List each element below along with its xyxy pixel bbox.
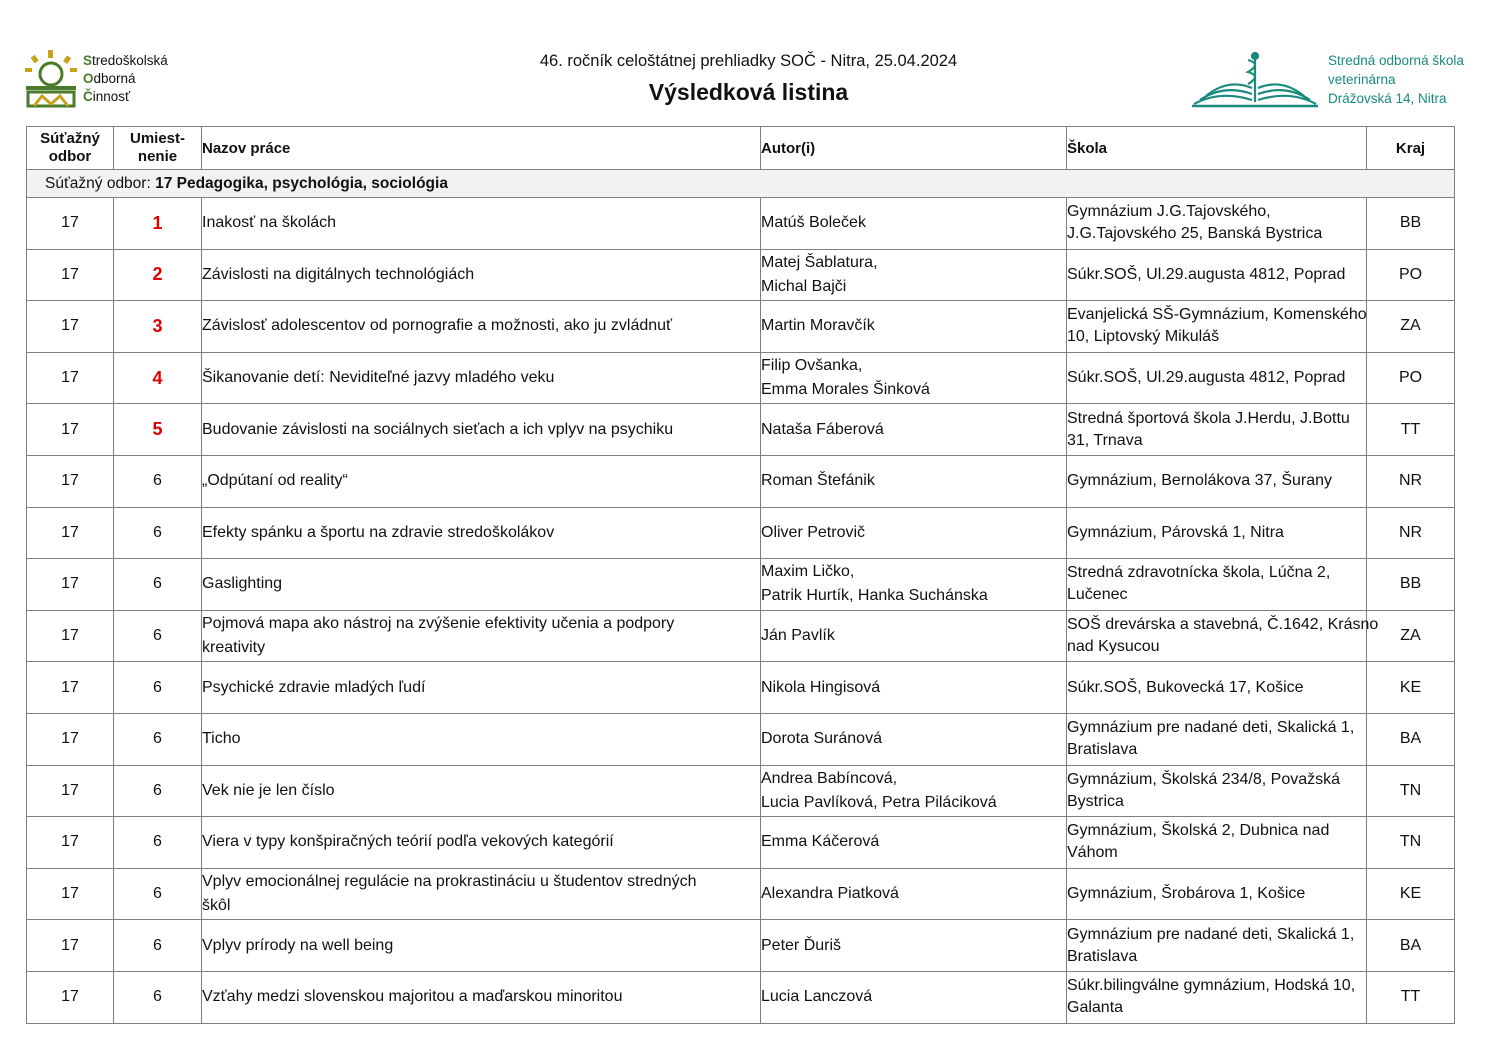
cell-umiestnenie: 4: [114, 352, 202, 404]
cell-autor-line: Emma Káčerová: [761, 833, 880, 851]
cell-odbor: 17: [27, 713, 114, 765]
cell-kraj: BA: [1367, 920, 1455, 972]
cell-skola-line: Gymnázium pre nadané deti, Skalická 1,: [1067, 719, 1355, 737]
cell-nazov: [202, 249, 761, 301]
cell-skola-line: Súkr.bilingválne gymnázium, Hodská 10,: [1067, 977, 1356, 995]
cell-skola-line: SOŠ drevárska a stavebná, Č.1642, Krásno: [1067, 616, 1379, 634]
cell-nazov-line: škôl: [202, 897, 231, 915]
cell-skola: [1067, 455, 1367, 507]
cell-skola-line: Gymnázium, Párovská 1, Nitra: [1067, 523, 1284, 541]
cell-skola-line: Váhom: [1067, 844, 1118, 862]
table-row: [27, 507, 1455, 559]
soc-logo-icon: [24, 50, 78, 108]
soc-logo-text: [83, 52, 168, 106]
cell-kraj: TN: [1367, 765, 1455, 817]
table-row: [27, 713, 1455, 765]
cell-autor-line: Matúš Boleček: [761, 214, 866, 232]
cell-nazov-line: Vplyv emocionálnej regulácie na prokrastináciu u študentov stredných: [202, 873, 697, 891]
veterinary-school-logo-icon: [1190, 50, 1320, 110]
cell-autor-line: Nataša Fáberová: [761, 420, 884, 438]
cell-umiestnenie: 6: [114, 662, 202, 714]
cell-autor-line: Dorota Suránová: [761, 730, 882, 748]
cell-odbor: 17: [27, 559, 114, 611]
cell-nazov: [202, 765, 761, 817]
cell-autor: [761, 455, 1067, 507]
table-row: [27, 765, 1455, 817]
table-row: [27, 352, 1455, 404]
cell-umiestnenie: 6: [114, 920, 202, 972]
cell-autor-line: Ján Pavlík: [761, 627, 835, 645]
table-row: [27, 249, 1455, 301]
cell-kraj: PO: [1367, 249, 1455, 301]
cell-odbor: 17: [27, 920, 114, 972]
cell-skola-line: Gymnázium, Školská 234/8, Považská: [1067, 770, 1341, 788]
cell-skola-line: Gymnázium, Šrobárova 1, Košice: [1067, 885, 1306, 903]
cell-nazov: [202, 455, 761, 507]
cell-skola-line: Gymnázium pre nadané deti, Skalická 1,: [1067, 925, 1355, 943]
cell-odbor: 17: [27, 971, 114, 1023]
cell-autor-line: Nikola Hingisová: [761, 678, 881, 696]
column-header-odbor: Súťažný odbor: [27, 127, 114, 170]
cell-nazov-line: Efekty spánku a športu na zdravie stredoškolákov: [202, 523, 555, 541]
cell-nazov: [202, 662, 761, 714]
cell-nazov-line: „Odpútaní od reality“: [202, 472, 348, 490]
cell-autor: [761, 765, 1067, 817]
cell-odbor: 17: [27, 507, 114, 559]
soc-logo-line: Odborná: [83, 71, 136, 86]
cell-odbor: 17: [27, 455, 114, 507]
cell-odbor: 17: [27, 662, 114, 714]
table-row: [27, 198, 1455, 250]
cell-nazov: [202, 507, 761, 559]
cell-autor-line: Michal Bajči: [761, 277, 847, 295]
cell-kraj: ZA: [1367, 610, 1455, 662]
cell-skola-line: J.G.Tajovského 25, Banská Bystrica: [1067, 225, 1323, 243]
cell-skola: [1067, 404, 1367, 456]
section-row: [27, 170, 1455, 198]
cell-odbor: 17: [27, 198, 114, 250]
table-row: [27, 455, 1455, 507]
cell-autor: [761, 868, 1067, 920]
veterinary-school-logo: [1190, 50, 1480, 112]
cell-umiestnenie: 1: [114, 198, 202, 250]
cell-nazov: [202, 868, 761, 920]
cell-kraj: NR: [1367, 455, 1455, 507]
page-header: [0, 0, 1497, 125]
cell-skola-line: Stredná športová škola J.Herdu, J.Bottu: [1067, 409, 1350, 427]
cell-nazov-line: Budovanie závislosti na sociálnych sieťach a ich vplyv na psychiku: [202, 420, 674, 438]
cell-skola-line: Súkr.SOŠ, Ul.29.augusta 4812, Poprad: [1067, 265, 1346, 283]
table-row: [27, 301, 1455, 353]
cell-autor-line: Andrea Babíncová,: [761, 769, 898, 787]
cell-kraj: NR: [1367, 507, 1455, 559]
cell-kraj: KE: [1367, 868, 1455, 920]
cell-autor-line: Maxim Ličko,: [761, 563, 855, 581]
cell-autor: [761, 198, 1067, 250]
cell-skola-line: Galanta: [1067, 999, 1124, 1017]
table-row: [27, 868, 1455, 920]
cell-nazov: [202, 559, 761, 611]
cell-autor-line: Patrik Hurtík, Hanka Suchánska: [761, 587, 988, 605]
cell-nazov: [202, 971, 761, 1023]
cell-skola: [1067, 920, 1367, 972]
cell-kraj: TN: [1367, 817, 1455, 869]
cell-kraj: BA: [1367, 713, 1455, 765]
table-row: [27, 404, 1455, 456]
cell-odbor: 17: [27, 610, 114, 662]
cell-autor: [761, 404, 1067, 456]
table-row: [27, 817, 1455, 869]
cell-nazov: [202, 198, 761, 250]
cell-autor: [761, 971, 1067, 1023]
cell-odbor: 17: [27, 817, 114, 869]
column-header-nazov: Nazov práce: [202, 127, 761, 170]
cell-skola-line: Gymnázium J.G.Tajovského,: [1067, 203, 1271, 221]
cell-nazov-line: Psychické zdravie mladých ľudí: [202, 678, 426, 696]
event-subtitle: 46. ročník celoštátnej prehliadky SOČ - Nitra, 25.04.2024: [539, 52, 958, 70]
cell-umiestnenie: 6: [114, 971, 202, 1023]
cell-odbor: 17: [27, 352, 114, 404]
cell-autor-line: Lucia Lanczová: [761, 988, 873, 1006]
section-prefix: Súťažný odbor:: [45, 174, 156, 192]
cell-umiestnenie: 6: [114, 507, 202, 559]
cell-autor-line: Lucia Pavlíková, Petra Piláciková: [761, 793, 997, 811]
cell-nazov-line: Vzťahy medzi slovenskou majoritou a maďarskou minoritou: [202, 988, 623, 1006]
cell-autor: [761, 352, 1067, 404]
cell-umiestnenie: 6: [114, 817, 202, 869]
table-row: [27, 971, 1455, 1023]
cell-skola-line: nad Kysucou: [1067, 638, 1160, 656]
cell-nazov-line: Šikanovanie detí: Neviditeľné jazvy mladého veku: [202, 369, 555, 387]
cell-nazov: [202, 610, 761, 662]
cell-skola-line: Evanjelická SŠ-Gymnázium, Komenského: [1067, 306, 1367, 324]
cell-kraj: TT: [1367, 971, 1455, 1023]
cell-autor: [761, 610, 1067, 662]
cell-nazov: [202, 817, 761, 869]
table-row: [27, 610, 1455, 662]
table-row: [27, 662, 1455, 714]
cell-autor-line: Matej Šablatura,: [761, 253, 878, 271]
cell-nazov: [202, 301, 761, 353]
results-table: [26, 126, 1455, 1024]
cell-autor-line: Martin Moravčík: [761, 317, 875, 335]
cell-odbor: 17: [27, 249, 114, 301]
cell-autor: [761, 559, 1067, 611]
column-header-kraj: Kraj: [1367, 127, 1455, 170]
cell-skola-line: Lučenec: [1067, 586, 1128, 604]
cell-kraj: ZA: [1367, 301, 1455, 353]
table-row: [27, 920, 1455, 972]
cell-kraj: TT: [1367, 404, 1455, 456]
cell-umiestnenie: 6: [114, 559, 202, 611]
cell-autor: [761, 817, 1067, 869]
cell-nazov-line: kreativity: [202, 639, 266, 657]
cell-skola: [1067, 249, 1367, 301]
soc-logo: [24, 50, 194, 112]
section-name: 17 Pedagogika, psychológia, sociológia: [155, 174, 448, 192]
cell-skola: [1067, 868, 1367, 920]
cell-umiestnenie: 6: [114, 765, 202, 817]
cell-autor: [761, 507, 1067, 559]
cell-skola: [1067, 817, 1367, 869]
cell-autor-line: Peter Ďuriš: [761, 936, 842, 954]
cell-skola-line: Súkr.SOŠ, Bukovecká 17, Košice: [1067, 678, 1304, 696]
cell-nazov-line: Gaslighting: [202, 575, 283, 593]
cell-nazov: [202, 920, 761, 972]
cell-skola-line: Súkr.SOŠ, Ul.29.augusta 4812, Poprad: [1067, 369, 1346, 387]
section-label: [27, 170, 1455, 198]
cell-kraj: KE: [1367, 662, 1455, 714]
cell-nazov-line: Ticho: [202, 730, 241, 748]
cell-autor: [761, 662, 1067, 714]
cell-umiestnenie: 5: [114, 404, 202, 456]
cell-autor: [761, 920, 1067, 972]
cell-skola-line: Bystrica: [1067, 792, 1124, 810]
cell-autor: [761, 301, 1067, 353]
cell-autor-line: Emma Morales Šinková: [761, 381, 930, 399]
cell-skola: [1067, 610, 1379, 662]
cell-odbor: 17: [27, 301, 114, 353]
cell-umiestnenie: 2: [114, 249, 202, 301]
cell-skola: [1067, 971, 1367, 1023]
cell-kraj: PO: [1367, 352, 1455, 404]
cell-odbor: 17: [27, 765, 114, 817]
cell-umiestnenie: 6: [114, 713, 202, 765]
cell-skola: [1067, 765, 1367, 817]
cell-odbor: 17: [27, 868, 114, 920]
column-header-skola: Škola: [1067, 127, 1367, 170]
cell-skola-line: 31, Trnava: [1067, 431, 1143, 449]
soc-logo-line: Činnosť: [83, 89, 131, 104]
page-title: Výsledková listina: [648, 79, 849, 105]
cell-kraj: BB: [1367, 559, 1455, 611]
cell-skola: [1067, 507, 1367, 559]
cell-umiestnenie: 6: [114, 868, 202, 920]
school-address-line: Drážovská 14, Nitra: [1328, 91, 1447, 106]
cell-nazov: [202, 404, 761, 456]
table-header-row: [27, 127, 1455, 170]
column-header-autor: Autor(i): [761, 127, 1067, 170]
cell-odbor: 17: [27, 404, 114, 456]
veterinary-school-logo-text: [1328, 51, 1464, 108]
cell-nazov: [202, 713, 761, 765]
cell-autor-line: Roman Štefánik: [761, 472, 875, 490]
cell-skola: [1067, 713, 1367, 765]
cell-nazov-line: Vek nie je len číslo: [202, 781, 335, 799]
cell-autor-line: Filip Ovšanka,: [761, 357, 863, 375]
cell-skola-line: Stredná zdravotnícka škola, Lúčna 2,: [1067, 564, 1331, 582]
cell-skola-line: Bratislava: [1067, 741, 1138, 759]
cell-autor: [761, 249, 1067, 301]
cell-kraj: BB: [1367, 198, 1455, 250]
cell-skola: [1067, 352, 1367, 404]
cell-nazov-line: Vplyv prírody na well being: [202, 936, 394, 954]
table-row: [27, 559, 1455, 611]
cell-autor: [761, 713, 1067, 765]
cell-skola-line: Bratislava: [1067, 947, 1138, 965]
cell-skola-line: 10, Liptovský Mikuláš: [1067, 328, 1220, 346]
cell-skola-line: Gymnázium, Školská 2, Dubnica nad: [1067, 822, 1330, 840]
cell-skola: [1067, 198, 1367, 250]
soc-logo-line: Stredoškolská: [83, 53, 168, 68]
cell-nazov: [202, 352, 761, 404]
cell-nazov-line: Závislosti na digitálnych technológiách: [202, 265, 475, 283]
cell-skola-line: Gymnázium, Bernolákova 37, Šurany: [1067, 472, 1333, 490]
column-header-umiestnenie: Umiest- nenie: [114, 127, 202, 170]
school-name-line: veterinárna: [1328, 72, 1396, 87]
cell-umiestnenie: 6: [114, 610, 202, 662]
school-name-line: Stredná odborná škola: [1328, 53, 1464, 68]
cell-umiestnenie: 6: [114, 455, 202, 507]
cell-nazov-line: Pojmová mapa ako nástroj na zvýšenie efektivity učenia a podpory: [202, 615, 675, 633]
cell-autor-line: Oliver Petrovič: [761, 523, 866, 541]
cell-umiestnenie: 3: [114, 301, 202, 353]
cell-nazov-line: Viera v typy konšpiračných teórií podľa vekových kategórií: [202, 833, 614, 851]
cell-skola: [1067, 301, 1367, 353]
cell-autor-line: Alexandra Piatková: [761, 885, 899, 903]
cell-skola: [1067, 662, 1367, 714]
cell-nazov-line: Inakosť na školách: [202, 214, 337, 232]
cell-skola: [1067, 559, 1367, 611]
cell-nazov-line: Závislosť adolescentov od pornografie a možnosti, ako ju zvládnuť: [202, 317, 673, 335]
